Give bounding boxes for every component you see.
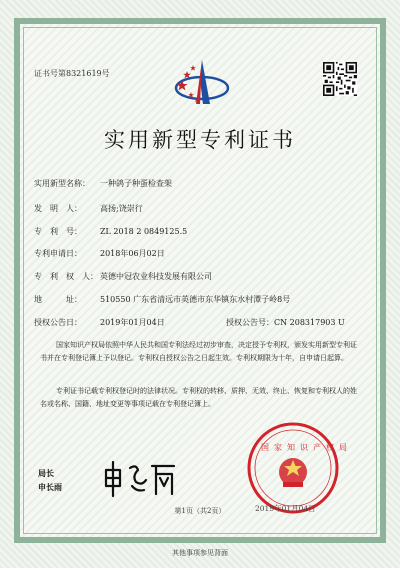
director-signature <box>100 458 180 498</box>
seal-date: 2019年01月04日 <box>255 504 316 513</box>
field-label: 专 利 权 人： <box>34 272 98 281</box>
field-value: 2019年01月04日 <box>100 318 165 327</box>
certificate-title: 实用新型专利证书 <box>104 128 296 152</box>
field-utility-model-name <box>34 178 172 189</box>
field-label: 专 利 号： <box>34 227 82 236</box>
field-filing-date <box>34 248 165 259</box>
field-address <box>34 294 290 305</box>
field-value: 一种鸽子种蛋检查架 <box>100 179 172 188</box>
footer-note: 其他事项参见背面 <box>172 549 228 557</box>
field-label: 授权公告日： <box>34 318 82 327</box>
sipo-logo <box>172 58 232 110</box>
statement-paragraph-1: 国家知识产权局依照中华人民共和国专利法经过初步审查，决定授予专利权，颁发实用新型专利证书并在专利登记簿上予以登记。专利权自授权公告之日起生效。专利权期限为十年，自申请日起算。 <box>40 341 357 362</box>
field-grant-date <box>34 317 165 328</box>
field-label: 实用新型名称： <box>34 179 90 188</box>
signer-title: 局长 <box>38 468 54 478</box>
statement-paragraph-2: 专利证书记载专利权登记时的法律状况。专利权的转移、质押、无效、终止、恢复和专利权人的姓名或名称、国籍、地址变更等事项记载在专利登记簿上。 <box>40 387 357 408</box>
qr-code <box>323 62 357 96</box>
field-inventor <box>34 203 143 214</box>
certificate-number: 证书号第8321619号 <box>34 69 110 78</box>
field-value: ZL 2018 2 0849125.5 <box>100 227 188 236</box>
seal-text: 国家知识产权局 <box>261 443 352 452</box>
field-label: 授权公告号： <box>226 318 274 327</box>
field-value: CN 208317903 U <box>274 318 345 327</box>
field-grant-number <box>226 317 345 328</box>
page-number: 第1页（共2页） <box>174 507 226 515</box>
field-value: 510550 广东省清远市英德市东华镇东水村潭子岭8号 <box>100 295 291 304</box>
field-label: 专利申请日： <box>34 249 82 258</box>
field-patent-number <box>34 226 187 237</box>
field-patentee <box>34 271 212 282</box>
signer-name: 申长雨 <box>38 482 62 492</box>
field-label: 地 址： <box>34 295 82 304</box>
field-value: 2018年06月02日 <box>100 249 165 258</box>
field-value: 英德中冠农业科技发展有限公司 <box>100 272 212 281</box>
field-label: 发 明 人： <box>34 204 82 213</box>
official-seal <box>245 420 341 516</box>
field-value: 高扬;饶崇行 <box>100 204 143 213</box>
